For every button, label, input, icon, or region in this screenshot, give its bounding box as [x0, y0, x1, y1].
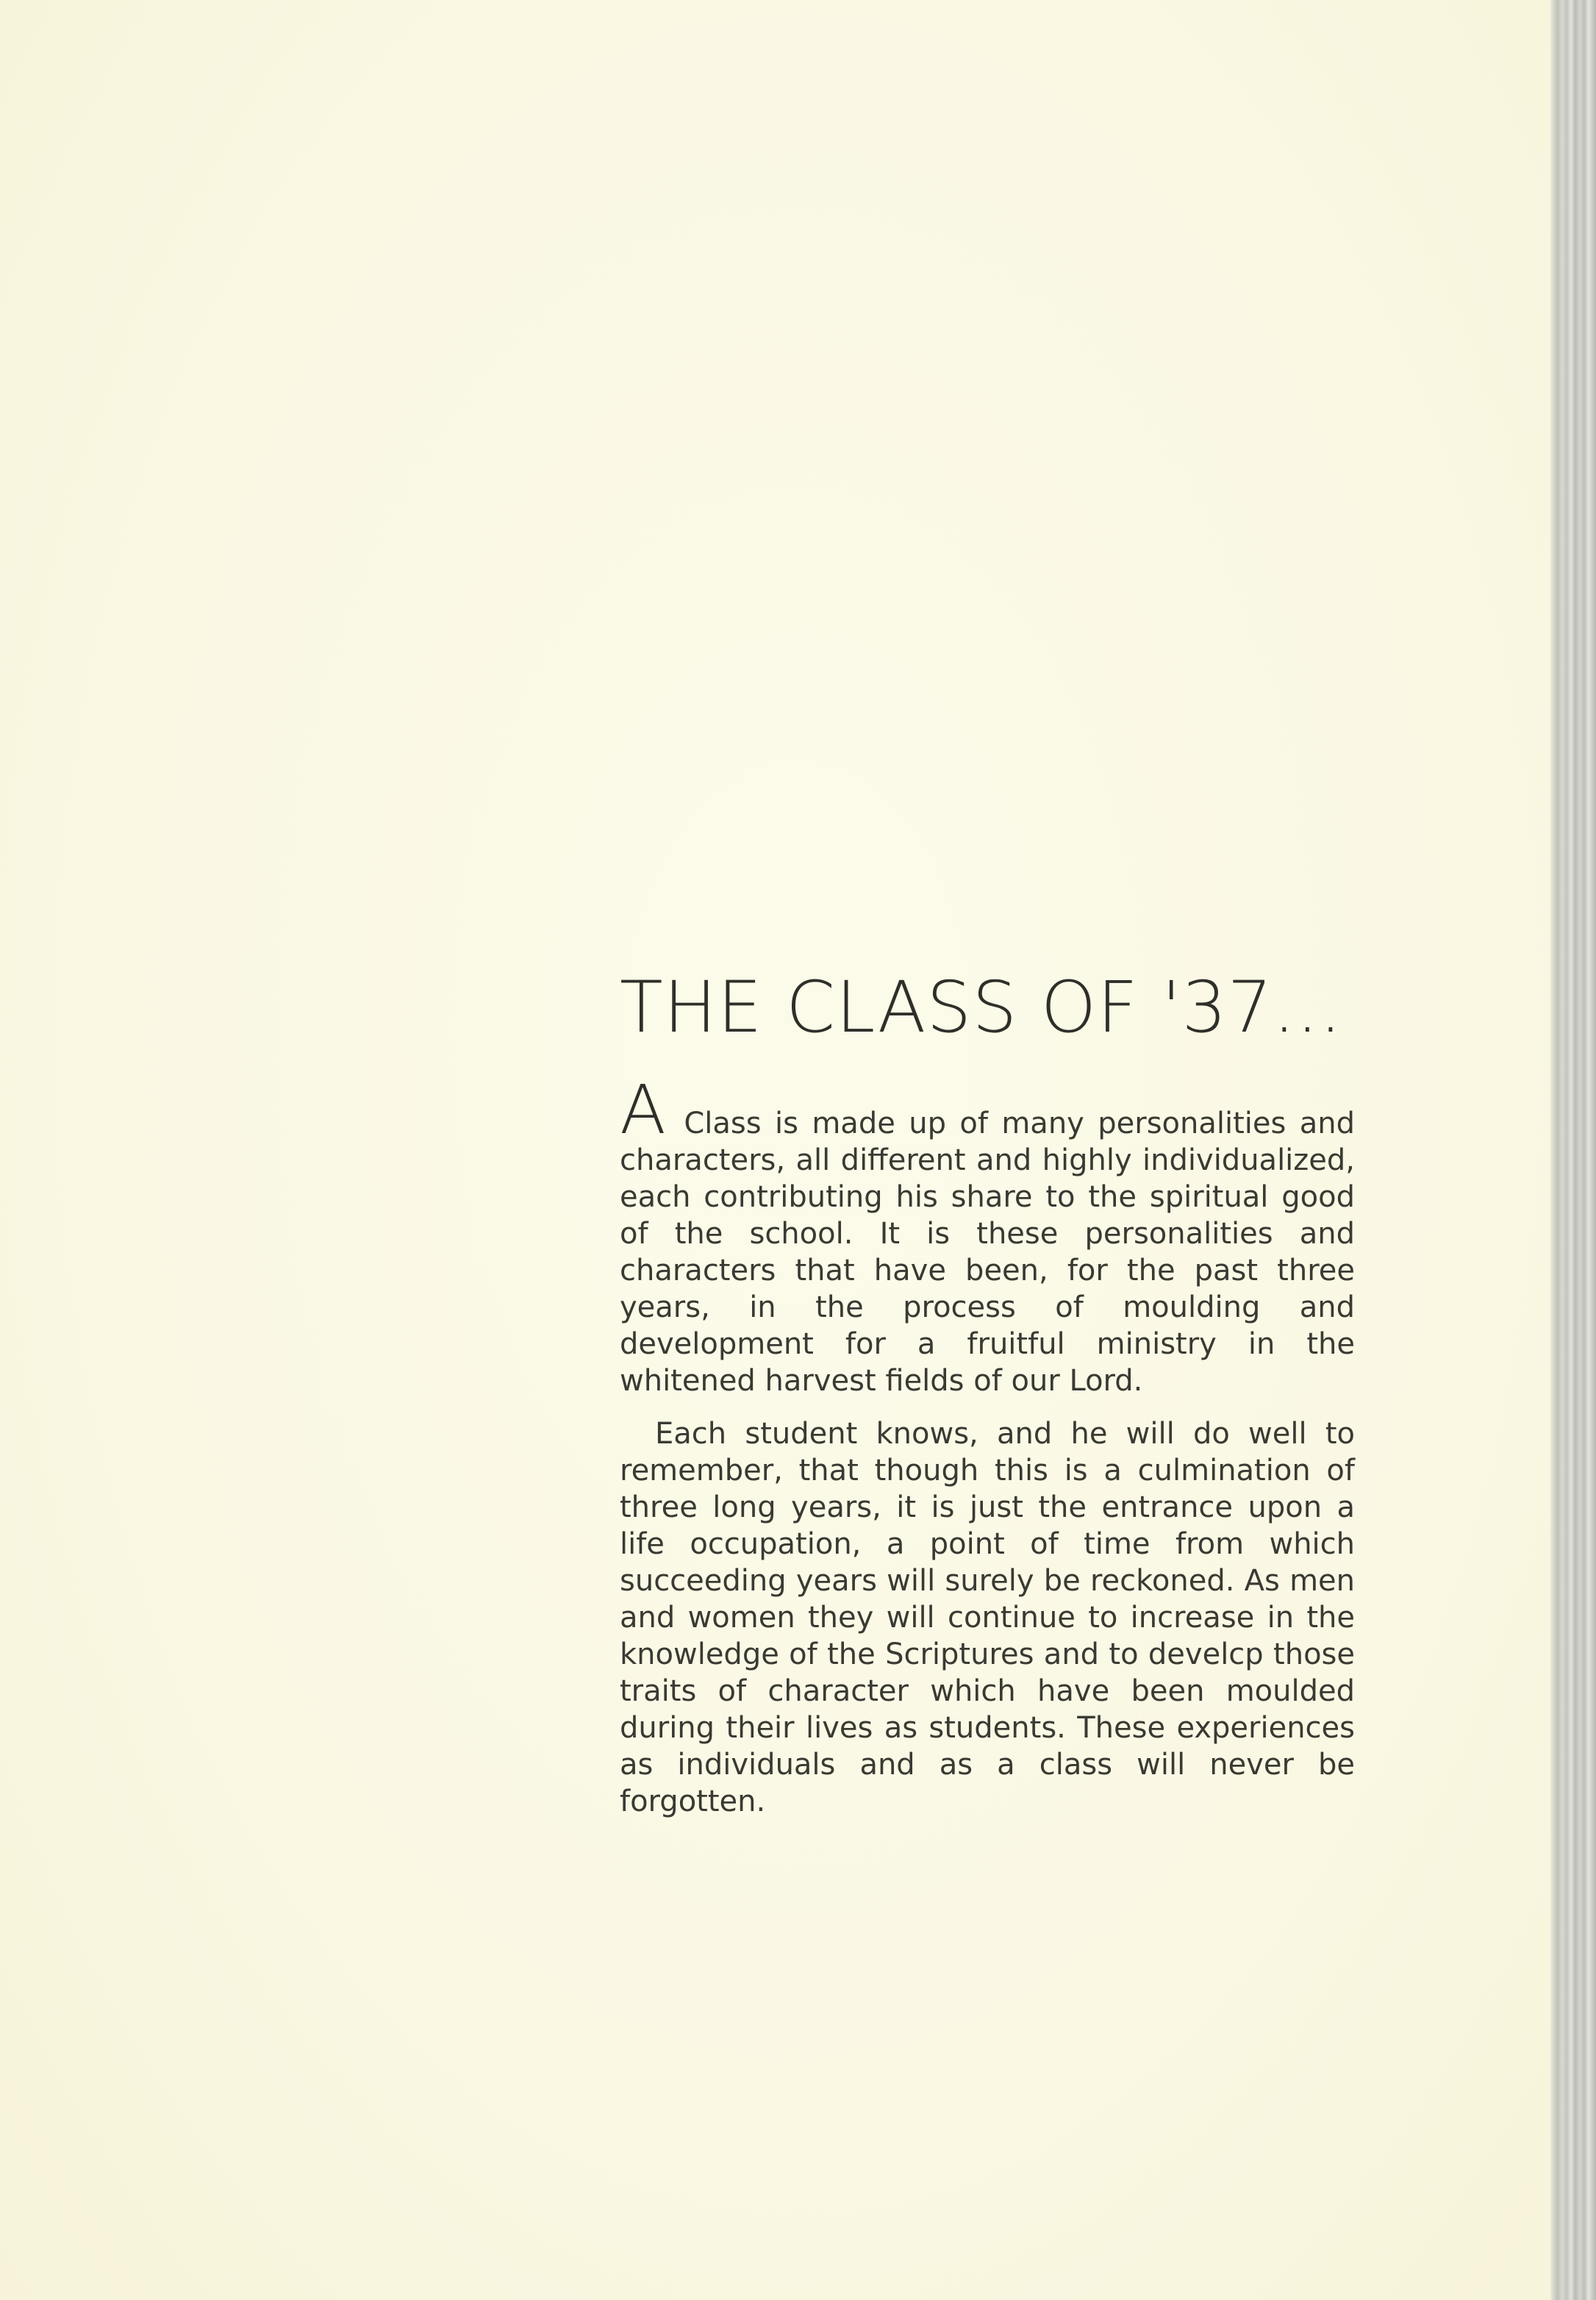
paragraph-1-text: Class is made up of many personalities and characters, all different and highly individualized, each contributing his share to the spiritual good of the school. It is these personalities and characters that have been, for the past three years, in the process of moulding and development for a fruitful ministry in the whitened harvest fields of our Lord. [620, 1107, 1355, 1398]
page-binding-edge [1550, 0, 1596, 2300]
paragraph-2: Each student knows, and he will do well to remember, that though this is a culmination of three long years, it is just the entrance upon a life occupation, a point of time from which succeeding years will surely be reckoned. As men and women they will continue to increase in the knowledge of the Scriptures and to develcp those traits of character which have been moulded during their lives as students. These experiences as individuals and as a class will never be forgotten. [620, 1417, 1355, 1818]
paragraph-1 [620, 1071, 1355, 1399]
article [620, 966, 1355, 1820]
drop-cap: A [620, 1071, 666, 1149]
article-body [620, 1071, 1355, 1820]
page-title: THE CLASS OF '37... [620, 966, 1343, 1049]
